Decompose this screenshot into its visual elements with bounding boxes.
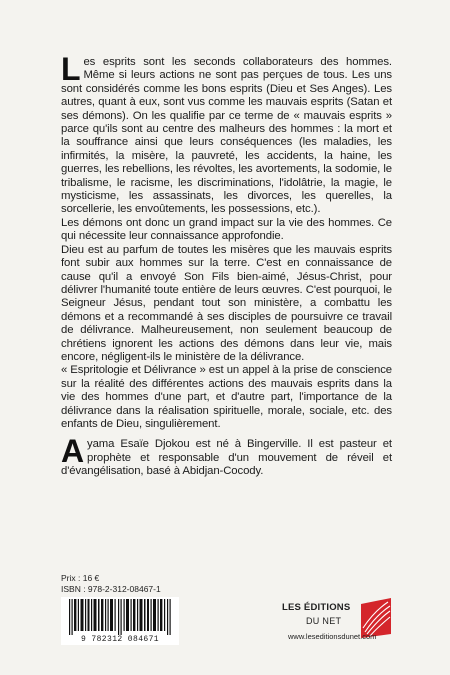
- publisher-name: LES ÉDITIONS: [282, 602, 351, 613]
- intro-paragraph: [61, 51, 392, 217]
- drop-cap: L: [61, 51, 81, 87]
- barcode-bars: [61, 599, 179, 635]
- isbn: ISBN : 978-2-312-08467-1: [61, 584, 161, 594]
- book-pitch-paragraph: « Espritologie et Délivrance » est un appel à la prise de conscience sur la réalité des différentes actions des mauvais esprits dans la vie des hommes d'une part, et d'autre part, l'importance de la délivrance dans la réalisation spirituelle, morale, sociale, etc. des enfants de Dieu, singulièrement.: [61, 364, 392, 430]
- price: Prix : 16 €: [61, 573, 100, 583]
- publisher-url: www.leseditionsdunet.com: [288, 632, 377, 641]
- isbn-barcode: [61, 597, 179, 645]
- impact-paragraph: Les démons ont donc un grand impact sur la vie des hommes. Ce qui nécessite leur connaissance approfondie.: [61, 216, 392, 243]
- barcode-digits: 9 782312 084671: [80, 635, 159, 644]
- author-drop-cap: A: [61, 433, 85, 470]
- deliverance-paragraph: Dieu est au parfum de toutes les misères que les mauvais esprits font subir aux hommes sur la terre. C'est en connaissance de cause qu'il a envoyé Son Fils bien-aimé, Jésus-Christ, pour délivrer l'humanité toute entière de leurs œuvres. C'est pourquoi, le Seigneur Jésus, pendant tout son ministère, a combattu les démons et a recommandé à ses disciples de poursuivre ce travail de délivrance. Malheureusement, non seulement beaucoup de chrétiens ignorent les actions des démons dans leur vie, mais encore, négligent-ils le ministère de la délivrance.: [61, 243, 392, 363]
- author-bio: [61, 433, 392, 478]
- publisher-sub: DU NET: [306, 616, 342, 626]
- price-isbn-block: [61, 573, 161, 595]
- intro-text: es esprits sont les seconds collaborateurs des hommes. Même si leurs actions ne sont pas perçues de tous. Les uns sont considérés comme les bons esprits (Dieu et Ses Anges). Les autres, quant à eux, sont vus comme les mauvais esprits (Satan et ses démons). On les qualifie par ce terme de « mauvais esprits » parce qu'ils sont au centre des malheurs des hommes : la mort et la souffrance ainsi que leurs conséquences (les maladies, les infirmités, la misère, la pauvreté, les accidents, la haine, les guerres, les rebellions, les révoltes, les avortements, la sodomie, le tribalisme, le racisme, les discriminations, l'idolâtrie, la magie, le mysticisme, les assassinats, les divorces, les querelles, la sorcellerie, les envoûtements, les possessions, etc.).: [61, 56, 392, 216]
- back-cover-text: [61, 51, 392, 479]
- author-bio-text: yama Esaïe Djokou est né à Bingerville. Il est pasteur et prophète et responsable d'un mouvement de réveil et d'évangélisation, basé à Abidjan-Cocody.: [61, 438, 392, 478]
